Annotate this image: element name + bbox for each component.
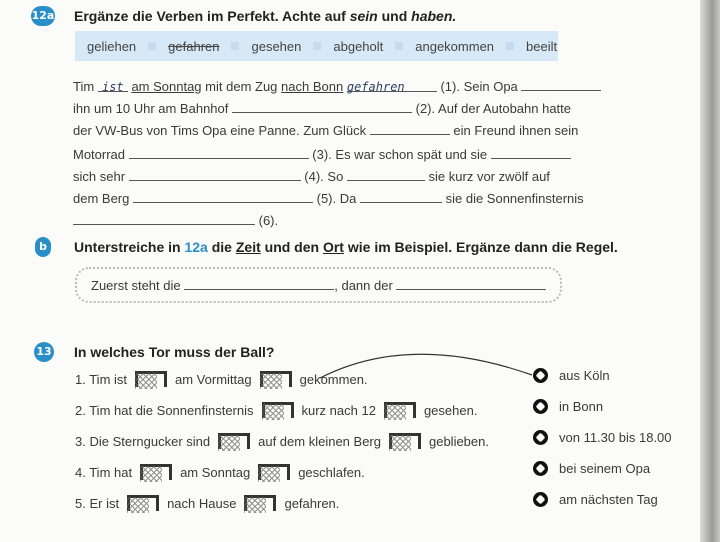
underlined-time: am Sonntag xyxy=(131,79,202,94)
word-bank-item: geliehen xyxy=(87,38,137,54)
row-text: geschlafen. xyxy=(298,464,365,480)
row-text: 4. Tim hat xyxy=(75,464,133,480)
row-text: gefahren. xyxy=(284,495,340,511)
text: Motorrad xyxy=(73,147,126,162)
answer-blank[interactable] xyxy=(98,79,128,92)
row-text: am Sonntag xyxy=(180,464,251,480)
text-line-1 xyxy=(73,78,601,94)
exercise-row-2 xyxy=(75,400,477,420)
word-separator xyxy=(148,42,156,50)
exercise-row-3 xyxy=(75,431,489,451)
exercise-12b-heading xyxy=(74,239,618,255)
text: ein Freund ihnen sein xyxy=(453,123,579,138)
word-bank-item-used: gefahren xyxy=(168,38,220,54)
goal-icon[interactable] xyxy=(240,493,280,513)
text: (2). Auf der Autobahn hatte xyxy=(415,101,572,116)
row-text: 2. Tim hat die Sonnenfinsternis xyxy=(75,402,254,418)
heading-text: Ergänze die Verben im Perfekt. Achte auf xyxy=(74,8,346,24)
heading-text: Unterstreiche in xyxy=(74,239,181,255)
text: Tim xyxy=(73,79,95,94)
heading-text: die xyxy=(211,239,232,255)
heading-text: und den xyxy=(264,239,320,255)
goal-icon[interactable] xyxy=(258,400,298,420)
ball-label: von 11.30 bis 18.00 xyxy=(559,430,672,445)
row-text: am Vormittag xyxy=(175,371,252,387)
page-edge xyxy=(700,0,720,542)
soccer-ball-icon[interactable] xyxy=(533,368,548,383)
row-text: auf dem kleinen Berg xyxy=(258,433,381,449)
answer-blank[interactable] xyxy=(73,212,255,225)
text: ihn um 10 Uhr am Bahnhof xyxy=(73,101,229,116)
text: , dann der xyxy=(334,278,393,293)
text: (1). Sein Opa xyxy=(440,79,518,94)
word-separator xyxy=(231,42,239,50)
answer-blank[interactable] xyxy=(129,146,309,159)
text: sie kurz vor zwölf auf xyxy=(428,169,550,184)
answer-blank[interactable] xyxy=(521,78,601,91)
row-text: gesehen. xyxy=(423,402,478,418)
answer-blank[interactable] xyxy=(347,79,437,92)
heading-haben: haben. xyxy=(411,8,457,24)
row-text: 1. Tim ist xyxy=(75,371,128,387)
soccer-ball-icon[interactable] xyxy=(533,461,548,476)
answer-blank[interactable] xyxy=(184,277,334,290)
rule-box xyxy=(75,267,562,303)
heading-und: und xyxy=(381,8,408,24)
ball-label: aus Köln xyxy=(559,368,610,383)
ball-label: bei seinem Opa xyxy=(559,461,651,476)
text: (4). So xyxy=(304,169,344,184)
text-line-5 xyxy=(73,168,550,184)
heading-text: wie im Beispiel. Ergänze dann die Regel. xyxy=(347,239,618,255)
underlined-place: nach Bonn xyxy=(281,79,344,94)
word-separator xyxy=(313,42,321,50)
answer-blank[interactable] xyxy=(232,100,412,113)
ball-label: am nächsten Tag xyxy=(559,492,658,507)
goal-icon[interactable] xyxy=(123,493,163,513)
word-bank-item: angekommen xyxy=(415,38,495,54)
exercise-13-heading: In welches Tor muss der Ball? xyxy=(74,344,275,360)
goal-icon[interactable] xyxy=(256,369,296,389)
text: sie die Sonnenfinsternis xyxy=(445,191,584,206)
text: (3). Es war schon spät und sie xyxy=(312,147,488,162)
exercise-badge-b: b xyxy=(35,237,51,257)
handwritten-answer: gefahren xyxy=(346,80,405,94)
exercise-badge-12a: 12a xyxy=(31,6,55,26)
word-separator xyxy=(395,42,403,50)
row-text: geblieben. xyxy=(428,433,489,449)
exercise-row-4 xyxy=(75,462,365,482)
exercise-row-5 xyxy=(75,493,339,513)
row-text: 3. Die Sterngucker sind xyxy=(75,433,211,449)
answer-blank[interactable] xyxy=(360,190,442,203)
word-bank xyxy=(75,31,558,61)
text-line-6 xyxy=(73,190,584,206)
text: dem Berg xyxy=(73,191,130,206)
underlined-ort: Ort xyxy=(322,239,344,255)
answer-blank[interactable] xyxy=(133,190,313,203)
exercise-12a-heading xyxy=(74,8,456,24)
text: sich sehr xyxy=(73,169,126,184)
answer-blank[interactable] xyxy=(129,168,301,181)
soccer-ball-icon[interactable] xyxy=(533,399,548,414)
rule-sentence xyxy=(91,277,546,293)
exercise-badge-13: 13 xyxy=(34,342,54,362)
answer-blank[interactable] xyxy=(396,277,546,290)
text: der VW-Bus von Tims Opa eine Panne. Zum Glück xyxy=(73,123,367,138)
answer-blank[interactable] xyxy=(347,168,425,181)
row-text: kurz nach 12 xyxy=(301,402,376,418)
text-line-4 xyxy=(73,146,571,162)
text-line-2 xyxy=(73,100,571,116)
goal-icon[interactable] xyxy=(131,369,171,389)
soccer-ball-icon[interactable] xyxy=(533,430,548,445)
text: (5). Da xyxy=(316,191,357,206)
text: (6). xyxy=(258,213,279,228)
text: mit dem Zug xyxy=(205,79,278,94)
word-bank-item: gesehen xyxy=(251,38,302,54)
goal-icon[interactable] xyxy=(380,400,420,420)
answer-blank[interactable] xyxy=(370,122,450,135)
heading-sein: sein xyxy=(349,8,378,24)
goal-icon[interactable] xyxy=(254,462,294,482)
word-separator xyxy=(506,42,514,50)
word-bank-item: beeilt xyxy=(526,38,558,54)
goal-icon[interactable] xyxy=(385,431,425,451)
row-text: gekommen. xyxy=(299,371,368,387)
row-text: nach Hause xyxy=(167,495,237,511)
underlined-zeit: Zeit xyxy=(235,239,261,255)
text-line-7 xyxy=(73,212,278,228)
handwritten-answer: ist xyxy=(101,80,124,94)
answer-blank[interactable] xyxy=(491,146,571,159)
ball-label: in Bonn xyxy=(559,399,604,414)
exercise-row-1 xyxy=(75,369,368,389)
goal-icon[interactable] xyxy=(136,462,176,482)
text: Zuerst steht die xyxy=(91,278,181,293)
text-line-3 xyxy=(73,122,578,138)
goal-icon[interactable] xyxy=(214,431,254,451)
row-text: 5. Er ist xyxy=(75,495,120,511)
word-bank-item: abgeholt xyxy=(333,38,384,54)
exercise-reference: 12a xyxy=(184,239,208,255)
soccer-ball-icon[interactable] xyxy=(533,492,548,507)
